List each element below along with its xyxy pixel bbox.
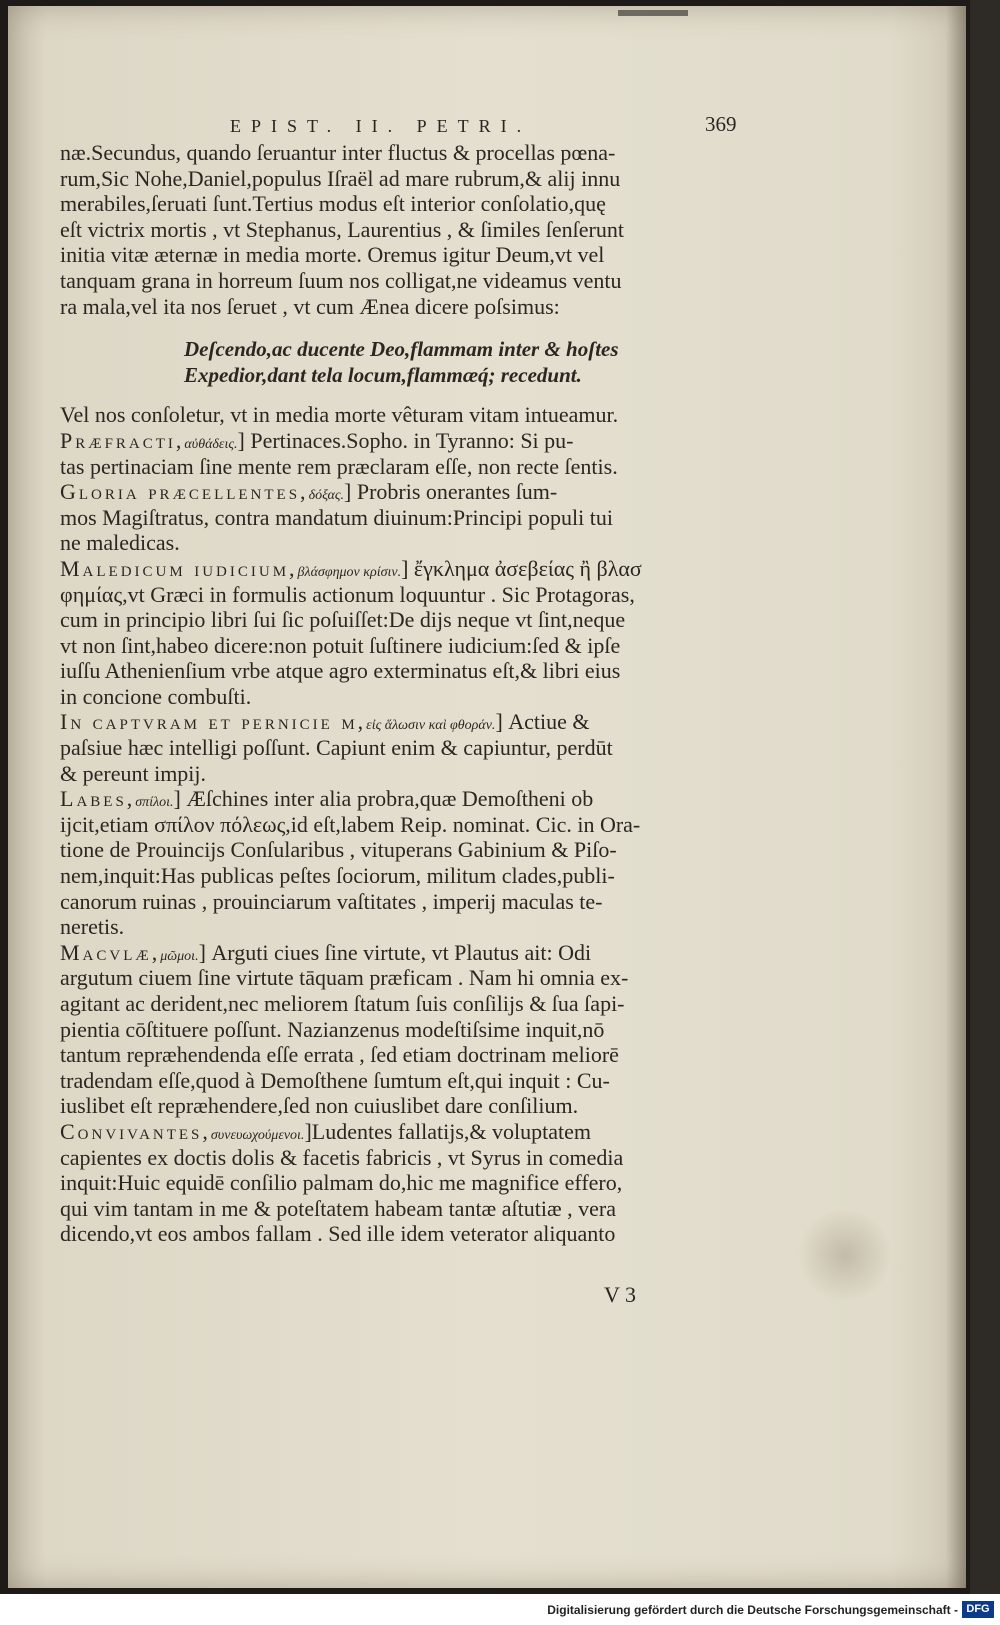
verse-line: Deſcendo,ac ducente Deo,flammam inter & hoſtes — [184, 337, 619, 362]
text-line: rum,Sic Nohe,Daniel,populus Iſraël ad mare rubrum,& alij innu — [60, 165, 621, 191]
text-line: paſsiue hæc intelligi poſſunt. Capiunt enim & capiuntur, perdūt — [60, 735, 613, 761]
text-line: agitant ac derident,nec meliorem ſtatum ſuis conſilijs & ſua ſapi- — [60, 991, 625, 1016]
line-text: ] Æſchines inter alia probra,quæ Demoſtheni ob — [173, 786, 594, 812]
text-line: mos Magiſtratus, contra mandatum diuinum:Principi populi tui — [60, 504, 613, 530]
spacer — [60, 319, 740, 337]
dfg-logo-icon: DFG — [962, 1601, 994, 1618]
text-line: eſt victrix mortis , vt Stephanus, Laurentius , & ſimiles ſenſerunt — [60, 216, 624, 242]
lemma: In captvram et pernicie m, — [60, 709, 367, 735]
verse-line: Expedior,dant tela locum,flammæq́; recedunt. — [184, 362, 582, 387]
text-line: inquit:Huic equidē conſilio palmam do,hic me magnifice effero, — [60, 1170, 623, 1196]
page-edge-shadow — [946, 6, 966, 1588]
running-head: EPIST. II. PETRI. — [230, 116, 532, 136]
text-line: næ.Secundus, quando ſeruantur inter fluctus & procellas pœna- — [60, 140, 616, 165]
line-text: ] Actiue & — [495, 709, 590, 735]
greek-term: εἰς ἅλωσιν καὶ φθοράν. — [366, 718, 496, 734]
text-line: iuſſu Athenienſium vrbe atque agro exterminatus eſt,& libri eius — [60, 658, 621, 684]
text-line: tradendam eſſe,quod à Demoſthene ſumtum eſt,qui inquit : Cu- — [60, 1067, 610, 1093]
text-line: Vel nos conſoletur, vt in media morte vêturam vitam intueamur. — [60, 402, 619, 428]
footer-bar — [0, 1594, 1000, 1625]
text-line: ne maledicas. — [60, 530, 180, 556]
annotation-praefracti — [60, 428, 740, 479]
annotation-maledicum — [60, 556, 740, 710]
line-text: ] ἔγκλημα ἀσεβείας ἢ βλασ — [401, 555, 642, 581]
text-line — [60, 479, 740, 505]
text-line: tantum repræhendenda eſſe errata , ſed etiam doctrinam meliorē — [60, 1042, 619, 1068]
verse-quote — [60, 337, 740, 388]
text-line: φημίας,vt Græci in formulis actionum loquuntur . Sic Protagoras, — [60, 581, 635, 607]
text-line: merabiles,ſeruati ſunt.Tertius modus eſt interior conſolatio,quę — [60, 191, 606, 217]
lemma: Præfracti, — [60, 427, 185, 453]
text-line: dicendo,vt eos ambos fallam . Sed ille idem veterator aliquanto — [60, 1221, 616, 1247]
text-line: argutum ciuem ſine virtute tāquam præficam . Nam hi omnia ex- — [60, 965, 629, 991]
text-line — [60, 709, 740, 735]
text-line: canorum ruinas , prouinciarum vaſtitates , imperij maculas te- — [60, 888, 603, 914]
greek-term: βλάσφημον κρίσιν. — [297, 564, 402, 580]
text-line: iuslibet eſt repræhendere,ſed non cuiuslibet dare conſilium. — [60, 1093, 579, 1119]
lemma: Maledicum iudicium, — [60, 555, 298, 581]
text-line: in concione combuſti. — [60, 683, 252, 709]
spacer — [60, 388, 740, 402]
text-line: nem,inquit:Has publicas peſtes ſociorum, militum clades,publi- — [60, 863, 615, 889]
annotation-maculae — [60, 940, 740, 1119]
annotation-captura — [60, 709, 740, 786]
text-line — [60, 940, 740, 966]
text-line: pientia cōſtituere poſſunt. Nazianzenus modeſtiſsime inquit,nō — [60, 1016, 605, 1042]
greek-term: μῶμοι. — [160, 948, 199, 964]
text-line: tione de Prouincijs Conſularibus , vituperans Gabinium & Piſo- — [60, 837, 617, 863]
line-text: ] Pertinaces.Sopho. in Tyranno: Si pu- — [237, 427, 574, 453]
ink-mark — [618, 10, 688, 16]
lemma: Gloria præcellentes, — [60, 479, 309, 505]
annotation-gloria — [60, 479, 740, 556]
annotation-convivantes — [60, 1119, 740, 1247]
line-text: ] Probris onerantes ſum- — [344, 479, 558, 505]
greek-term: αὐθάδεις. — [184, 436, 238, 452]
lemma: Macvlæ, — [60, 939, 161, 965]
lemma: Convivantes, — [60, 1118, 211, 1144]
line-text: ]Ludentes fallatijs,& voluptatem — [304, 1118, 591, 1144]
greek-term: σπίλοι. — [135, 795, 174, 811]
text-line — [60, 556, 740, 582]
opening-paragraph — [60, 140, 740, 319]
line-text: ] Arguti ciues ſine virtute, vt Plautus ait: Odi — [198, 939, 592, 965]
text-line: initia vitæ æternæ in media morte. Oremus igitur Deum,vt vel — [60, 242, 605, 268]
greek-term: δόξας. — [308, 488, 345, 504]
signature-mark: V 3 — [604, 1282, 636, 1307]
text-line: ra mala,vel ita nos ſeruet , vt cum Ænea dicere poſsimus: — [60, 293, 560, 319]
funding-notice: Digitalisierung gefördert durch die Deutsche Forschungsgemeinschaft - — [547, 1603, 958, 1617]
text-line — [60, 786, 740, 812]
text-line: neretis. — [60, 914, 125, 940]
paper-stain — [795, 1210, 895, 1300]
text-line: qui vim tantam in me & poteſtatem habeam tantæ aſtutiæ , vera — [60, 1195, 616, 1221]
text-line: & pereunt impij. — [60, 760, 207, 786]
text-line: tas pertinaciam ſine mente rem præclaram eſſe, non recte ſentis. — [60, 453, 618, 479]
text-line: ijcit,etiam σπίλον πόλεως,id eſt,labem Reip. nominat. Cic. in Ora- — [60, 811, 641, 837]
lemma: Labes, — [60, 786, 136, 812]
text-line — [60, 1119, 740, 1145]
text-line — [60, 428, 740, 454]
annotation-labes — [60, 786, 740, 940]
text-line: tanquam grana in horreum ſuum nos colligat,ne videamus ventu — [60, 267, 622, 293]
body-text — [60, 140, 740, 1247]
text-line: vt non ſint,habeo dicere:non potuit ſuſtinere iudicium:ſed & ipſe — [60, 632, 621, 658]
paragraph — [60, 402, 740, 428]
page-number: 369 — [705, 112, 737, 136]
text-line: capientes ex doctis dolis & facetis fabricis , vt Syrus in comedia — [60, 1144, 624, 1170]
text-line: cum in principio libri ſui ſic poſuiſſet:De dijs neque vt ſint,neque — [60, 607, 626, 633]
greek-term: συνευωχούμενοι. — [210, 1127, 305, 1143]
